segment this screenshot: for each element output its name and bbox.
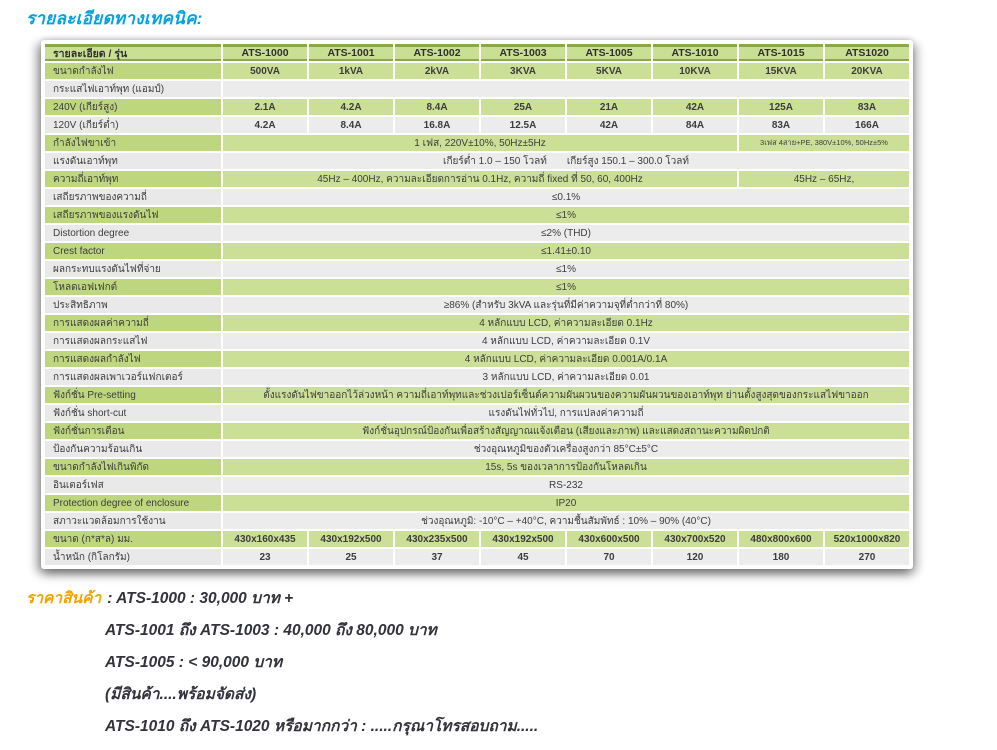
spec-cell: 430x192x500 — [481, 531, 565, 547]
spec-cell-span: ตั้งแรงดันไฟขาออกไว้ล่วงหน้า ความถี่เอาท์พุทและช่วงเปอร์เซ็นต์ความผันผวนของความผันผวนของเอาท์พุท ย่านตั้งสูงสุดของกระแสไฟขาออก — [223, 387, 909, 403]
column-header: ATS-1001 — [309, 44, 393, 61]
spec-cell: 430x160x435 — [223, 531, 307, 547]
spec-cell-span: ≤1.41±0.10 — [223, 243, 909, 259]
row-label: ฟังก์ชั่นการเตือน — [45, 423, 221, 439]
spec-cell: 25A — [481, 99, 565, 115]
spec-cell: 4.2A — [309, 99, 393, 115]
spec-table-container — [41, 40, 913, 569]
price-heading: ราคาสินค้า — [26, 589, 102, 607]
row-label: ป้องกันความร้อนเกิน — [45, 441, 221, 457]
spec-cell: 430x192x500 — [309, 531, 393, 547]
spec-cell: 1kVA — [309, 63, 393, 79]
price-section — [26, 581, 538, 741]
spec-cell-span: แรงดันไฟทั่วไป, การแปลงค่าความถี่ — [223, 405, 909, 421]
spec-cell-span: 15s, 5s ของเวลาการป้องกันโหลดเกิน — [223, 459, 909, 475]
spec-cell-span: 1 เฟส, 220V±10%, 50Hz±5Hz — [223, 135, 737, 151]
spec-cell: 37 — [395, 549, 479, 565]
spec-cell: 120 — [653, 549, 737, 565]
spec-cell: 83A — [739, 117, 823, 133]
spec-cell: 10KVA — [653, 63, 737, 79]
spec-cell-span: 3 หลักแบบ LCD, ค่าความละเอียด 0.01 — [223, 369, 909, 385]
row-label: Protection degree of enclosure — [45, 495, 221, 511]
row-label: การแสดงผลเพาเวอร์แฟกเตอร์ — [45, 369, 221, 385]
spec-cell-span: 4 หลักแบบ LCD, ค่าความละเอียด 0.1V — [223, 333, 909, 349]
spec-cell: 2kVA — [395, 63, 479, 79]
row-label: กระแสไฟเอาท์พุท (แอมป์) — [45, 81, 221, 97]
spec-cell: 42A — [567, 117, 651, 133]
spec-table — [45, 44, 909, 565]
spec-cell-span: ≥86% (สำหรับ 3kVA และรุ่นที่มีค่าความจุที่ต่ำกว่าที่ 80%) — [223, 297, 909, 313]
row-label: ขนาดกำลังไฟ — [45, 63, 221, 79]
spec-cell: 2.1A — [223, 99, 307, 115]
row-label: อินเตอร์เฟส — [45, 477, 221, 493]
spec-cell-span: RS-232 — [223, 477, 909, 493]
spec-cell: 500VA — [223, 63, 307, 79]
spec-cell-span: ช่วงอุณหภูมิ: -10°C – +40°C, ความชื้นสัมพัทธ์ : 10% – 90% (40°C) — [223, 513, 909, 529]
row-label: เสถียรภาพของแรงดันไฟ — [45, 207, 221, 223]
spec-cell: 23 — [223, 549, 307, 565]
row-label: 240V (เกียร์สูง) — [45, 99, 221, 115]
row-label: น้ำหนัก (กิโลกรัม) — [45, 549, 221, 565]
row-label: ความถี่เอาท์พุท — [45, 171, 221, 187]
spec-cell: 4.2A — [223, 117, 307, 133]
row-label: การแสดงผลค่าความถี่ — [45, 315, 221, 331]
column-header-label: รายละเอียด / รุ่น — [45, 44, 221, 61]
row-label: 120V (เกียร์ต่ำ) — [45, 117, 221, 133]
spec-cell-span: ≤0.1% — [223, 189, 909, 205]
spec-cell: 16.8A — [395, 117, 479, 133]
price-line-1 — [26, 581, 538, 613]
spec-cell: 42A — [653, 99, 737, 115]
spec-cell-span: ≤1% — [223, 279, 909, 295]
row-label: การแสดงผลกำลังไฟ — [45, 351, 221, 367]
row-label: แรงดันเอาท์พุท — [45, 153, 221, 169]
spec-cell-span: 4 หลักแบบ LCD, ค่าความละเอียด 0.001A/0.1A — [223, 351, 909, 367]
spec-cell-span: ≤2% (THD) — [223, 225, 909, 241]
spec-cell: 166A — [825, 117, 909, 133]
price-line-3: ATS-1005 : < 90,000 บาท — [105, 653, 283, 671]
page-title: รายละเอียดทางเทคนิค: — [26, 9, 203, 28]
row-label: ขนาด (ก*ส*ล) มม. — [45, 531, 221, 547]
spec-cell: 70 — [567, 549, 651, 565]
spec-cell-span: 3เฟส 4สาย+PE, 380V±10%, 50Hz±5% — [739, 135, 909, 151]
spec-cell: 15KVA — [739, 63, 823, 79]
spec-cell-span: ฟังก์ชั่นอุปกรณ์ป้องกันเพื่อสร้างสัญญาณแจ้งเตือน (เสียงและภาพ) และแสดงสถานะความผิดปกติ — [223, 423, 909, 439]
spec-cell: 180 — [739, 549, 823, 565]
price-line-5: ATS-1010 ถึง ATS-1020 หรือมากกว่า : .....กรุณาโทรสอบถาม..... — [105, 717, 539, 735]
spec-cell-span: 45Hz – 65Hz, — [739, 171, 909, 187]
spec-cell: 430x235x500 — [395, 531, 479, 547]
column-header: ATS-1015 — [739, 44, 823, 61]
row-label: ฟังก์ชั่น short-cut — [45, 405, 221, 421]
spec-cell: 8.4A — [309, 117, 393, 133]
spec-cell: 25 — [309, 549, 393, 565]
spec-cell-span: เกียร์ต่ำ 1.0 – 150 โวลท์ เกียร์สูง 150.1 – 300.0 โวลท์ — [223, 153, 909, 169]
price-line-2: ATS-1001 ถึง ATS-1003 : 40,000 ถึง 80,000 บาท — [105, 621, 437, 639]
column-header: ATS-1000 — [223, 44, 307, 61]
spec-cell-span: 45Hz – 400Hz, ความละเอียดการอ่าน 0.1Hz, ความถี่ fixed ที่ 50, 60, 400Hz — [223, 171, 737, 187]
row-label: ผลกระทบแรงดันไฟที่จ่าย — [45, 261, 221, 277]
spec-cell: 21A — [567, 99, 651, 115]
spec-cell: 84A — [653, 117, 737, 133]
spec-cell: 430x600x500 — [567, 531, 651, 547]
spec-cell-span: ช่วงอุณหภูมิของตัวเครื่องสูงกว่า 85°C±5°C — [223, 441, 909, 457]
spec-cell: 45 — [481, 549, 565, 565]
price-line-1-text: : ATS-1000 : 30,000 บาท + — [107, 589, 294, 607]
price-line-4: (มีสินค้า....พร้อมจัดส่ง) — [105, 685, 257, 703]
row-label: ขนาดกำลังไฟเกินพิกัด — [45, 459, 221, 475]
spec-cell: 5KVA — [567, 63, 651, 79]
spec-cell: 520x1000x820 — [825, 531, 909, 547]
spec-cell: 430x700x520 — [653, 531, 737, 547]
spec-cell: 3KVA — [481, 63, 565, 79]
spec-cell-span: ≤1% — [223, 207, 909, 223]
spec-cell: 125A — [739, 99, 823, 115]
spec-cell: 270 — [825, 549, 909, 565]
spec-cell-span: ≤1% — [223, 261, 909, 277]
row-label: การแสดงผลกระแสไฟ — [45, 333, 221, 349]
row-label: Distortion degree — [45, 225, 221, 241]
spec-cell-span: IP20 — [223, 495, 909, 511]
column-header: ATS-1010 — [653, 44, 737, 61]
row-label: กำลังไฟขาเข้า — [45, 135, 221, 151]
spec-cell: 83A — [825, 99, 909, 115]
spec-cell: 8.4A — [395, 99, 479, 115]
spec-cell: 480x800x600 — [739, 531, 823, 547]
row-label: โหลดเอฟเฟกต์ — [45, 279, 221, 295]
spec-cell-span — [223, 81, 909, 97]
column-header: ATS-1002 — [395, 44, 479, 61]
spec-cell-span: 4 หลักแบบ LCD, ค่าความละเอียด 0.1Hz — [223, 315, 909, 331]
column-header: ATS-1003 — [481, 44, 565, 61]
row-label: Crest factor — [45, 243, 221, 259]
column-header: ATS1020 — [825, 44, 909, 61]
row-label: เสถียรภาพของความถี่ — [45, 189, 221, 205]
row-label: ฟังก์ชั่น Pre-setting — [45, 387, 221, 403]
spec-cell: 20KVA — [825, 63, 909, 79]
spec-cell: 12.5A — [481, 117, 565, 133]
row-label: สภาวะแวดล้อมการใช้งาน — [45, 513, 221, 529]
column-header: ATS-1005 — [567, 44, 651, 61]
row-label: ประสิทธิภาพ — [45, 297, 221, 313]
